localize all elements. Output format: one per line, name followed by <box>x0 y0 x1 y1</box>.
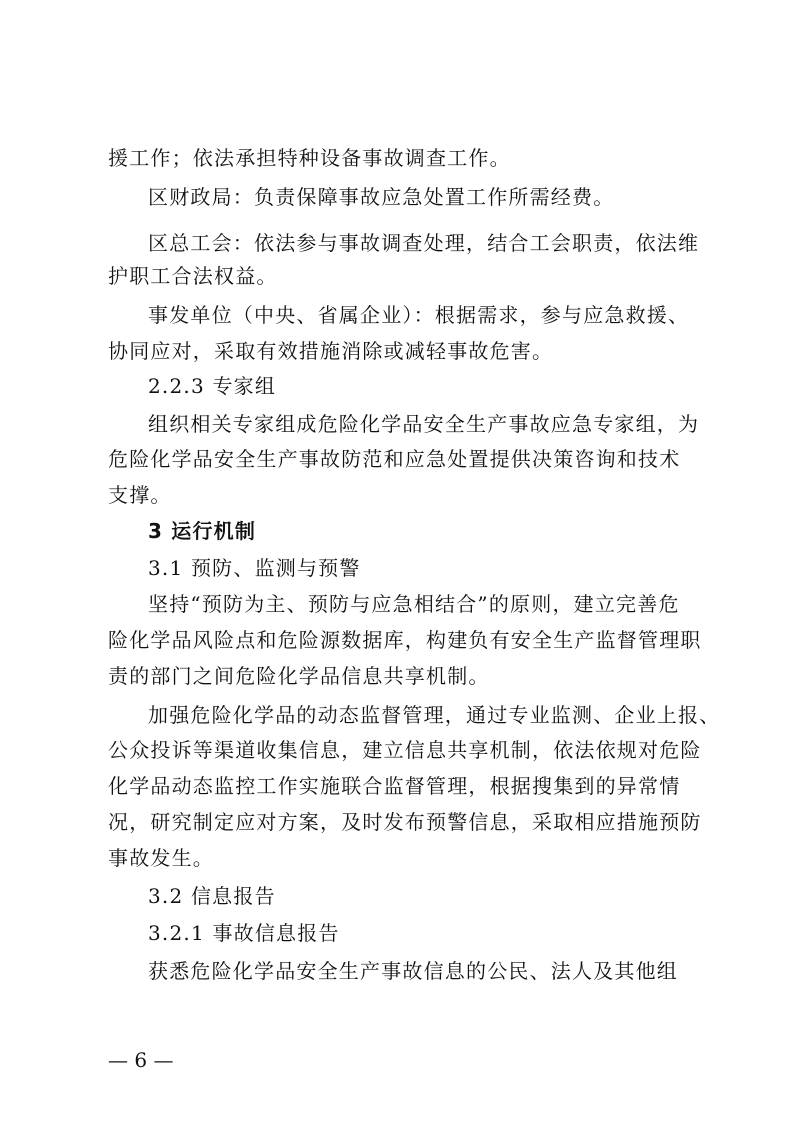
text-line: 化学品动态监控工作实施联合监督管理，根据搜集到的异常情 <box>108 774 681 798</box>
section-heading-2-2-3: 2.2.3 专家组 <box>148 374 277 398</box>
text-line: 支撑。 <box>108 483 172 507</box>
paragraph-start-line: 获悉危险化学品安全生产事故信息的公民、法人及其他组 <box>148 959 678 983</box>
text-line: 护职工合法权益。 <box>108 264 278 288</box>
paragraph-start-line: 区财政局：负责保障事故应急处置工作所需经费。 <box>148 185 615 209</box>
text-line: 援工作；依法承担特种设备事故调查工作。 <box>108 146 511 170</box>
text-line: 协同应对，采取有效措施消除或减轻事故危害。 <box>108 339 554 363</box>
text-line: 事故发生。 <box>108 846 214 870</box>
paragraph-start-line: 事发单位（中央、省属企业）：根据需求，参与应急救援、 <box>148 303 690 327</box>
text-line: 况，研究制定应对方案，及时发布预警信息，采取相应措施预防 <box>108 810 702 834</box>
text-line: 责的部门之间危险化学品信息共享机制。 <box>108 664 490 688</box>
section-heading-3-2: 3.2 信息报告 <box>148 884 276 908</box>
section-heading-3-1: 3.1 预防、监测与预警 <box>148 556 361 580</box>
text-line: 危险化学品安全生产事故防范和应急处置提供决策咨询和技术 <box>108 447 681 471</box>
page-number: — 6 — <box>108 1048 174 1072</box>
paragraph-start-line: 组织相关专家组成危险化学品安全生产事故应急专家组，为 <box>148 412 700 436</box>
section-heading-3: 3 运行机制 <box>148 519 257 543</box>
paragraph-start-line: 坚持“预防为主、预防与应急相结合”的原则，建立完善危 <box>148 592 680 616</box>
text-line: 公众投诉等渠道收集信息，建立信息共享机制，依法依规对危险 <box>108 738 702 762</box>
paragraph-start-line: 加强危险化学品的动态监督管理，通过专业监测、企业上报、 <box>148 703 721 727</box>
text-line: 险化学品风险点和危险源数据库，构建负有安全生产监督管理职 <box>108 628 702 652</box>
section-heading-3-2-1: 3.2.1 事故信息报告 <box>148 921 340 945</box>
paragraph-start-line: 区总工会：依法参与事故调查处理，结合工会职责，依法维 <box>148 231 700 255</box>
